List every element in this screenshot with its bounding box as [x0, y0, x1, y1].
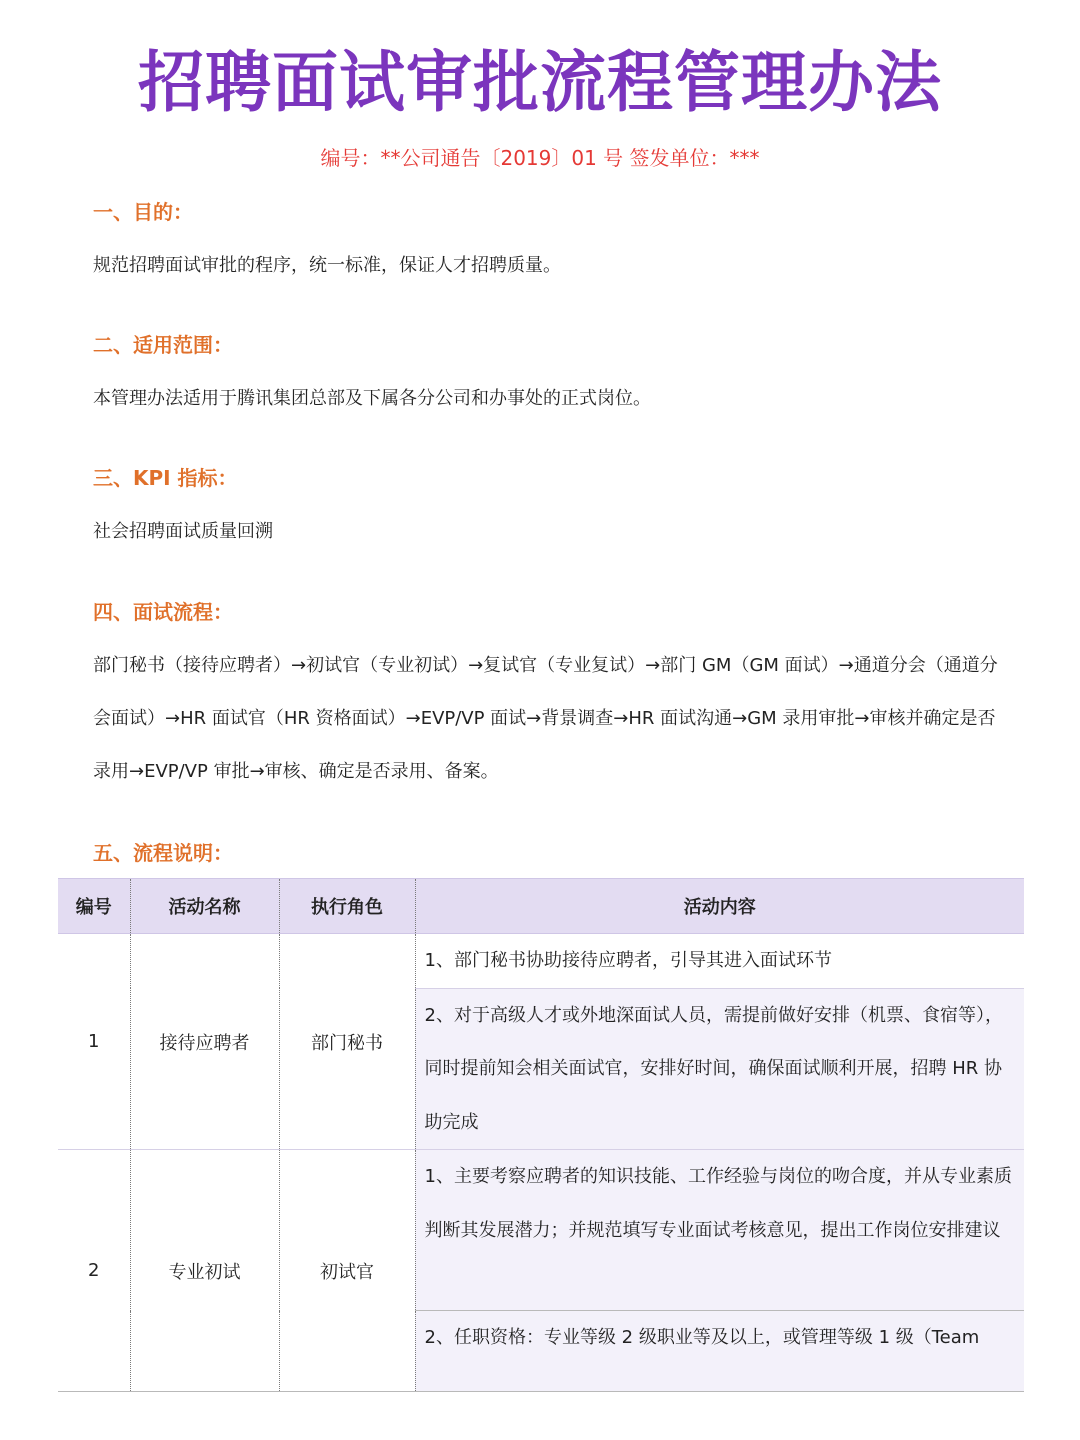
section-heading-kpi: 三、KPI 指标：: [93, 466, 238, 490]
cell-number: 1: [58, 934, 130, 1150]
section-body-scope: 本管理办法适用于腾讯集团总部及下属各分公司和办事处的正式岗位。: [93, 388, 651, 409]
section-body-kpi: 社会招聘面试质量回溯: [93, 521, 273, 542]
header-number: 编号: [58, 879, 130, 934]
cell-activity-name: 专业初试: [130, 1150, 279, 1392]
cell-activity-content: 1、主要考察应聘者的知识技能、工作经验与岗位的吻合度，并从专业素质判断其发展潜力；并规范填写专业面试考核意见，提出工作岗位安排建议: [415, 1150, 1024, 1311]
section-heading-purpose: 一、目的：: [93, 200, 193, 224]
header-activity-name: 活动名称: [130, 879, 279, 934]
header-activity-content: 活动内容: [415, 879, 1024, 934]
cell-activity-content: 1、部门秘书协助接待应聘者，引导其进入面试环节: [415, 934, 1024, 989]
table-row: [58, 1150, 1024, 1311]
process-table: [58, 878, 1024, 1392]
section-heading-interview-process: 四、面试流程：: [93, 600, 233, 624]
header-role: 执行角色: [279, 879, 415, 934]
document-subtitle: 编号：**公司通告〔2019〕01 号 签发单位：***: [320, 146, 760, 170]
section-heading-scope: 二、适用范围：: [93, 333, 233, 357]
section-body-purpose: 规范招聘面试审批的程序，统一标准，保证人才招聘质量。: [93, 255, 561, 276]
cell-activity-content: 2、对于高级人才或外地深面试人员，需提前做好安排（机票、食宿等），同时提前知会相关面试官，安排好时间，确保面试顺利开展，招聘 HR 协助完成: [415, 988, 1024, 1150]
table-row: [58, 934, 1024, 989]
table-header-row: [58, 879, 1024, 934]
section-body-interview-process: 部门秘书（接待应聘者）→初试官（专业初试）→复试官（专业复试）→部门 GM（GM 面试）→通道分会（通道分会面试）→HR 面试官（HR 资格面试）→EVP/VP 面试→背景调查→HR 面试沟通→GM 录用审批→审核并确定是否录用→EVP/VP 审批→审核、确定是否录用、备案。: [93, 655, 998, 782]
cell-number: 2: [58, 1150, 130, 1392]
cell-activity-name: 接待应聘者: [130, 934, 279, 1150]
cell-role: 部门秘书: [279, 934, 415, 1150]
section-heading-process-description: 五、流程说明：: [93, 841, 233, 865]
cell-role: 初试官: [279, 1150, 415, 1392]
cell-activity-content: 2、任职资格：专业等级 2 级职业等及以上，或管理等级 1 级（Team: [415, 1311, 1024, 1392]
document-title: 招聘面试审批流程管理办法: [138, 44, 942, 121]
